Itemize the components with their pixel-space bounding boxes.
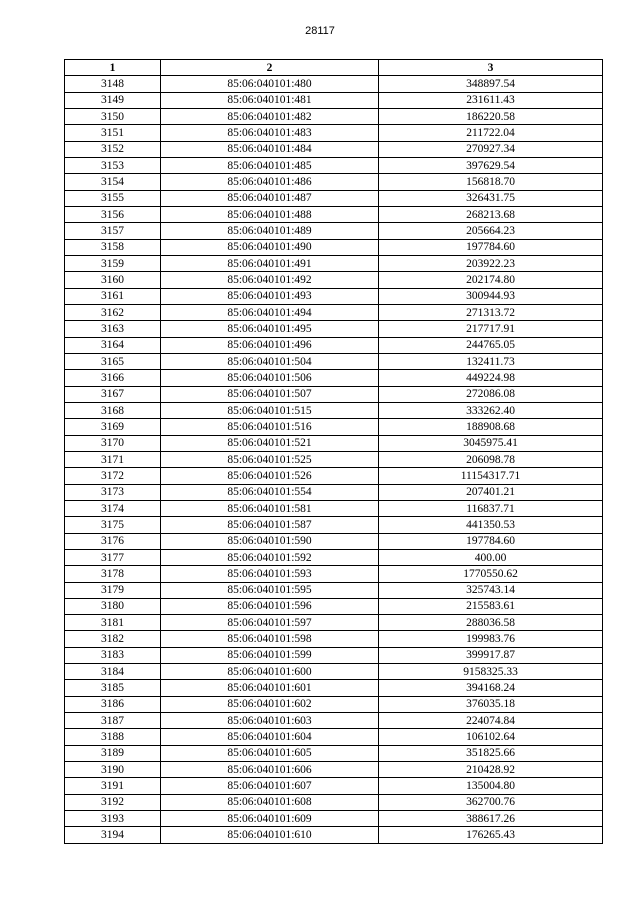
- column-header-2: 2: [161, 60, 379, 76]
- value-cell: 244765.05: [379, 337, 603, 353]
- value-cell: 176265.43: [379, 827, 603, 843]
- cadastral-number-cell: 85:06:040101:606: [161, 762, 379, 778]
- value-cell: 325743.14: [379, 582, 603, 598]
- value-cell: 449224.98: [379, 370, 603, 386]
- value-cell: 188908.68: [379, 419, 603, 435]
- value-cell: 3045975.41: [379, 435, 603, 451]
- value-cell: 224074.84: [379, 713, 603, 729]
- value-cell: 217717.91: [379, 321, 603, 337]
- table-row: [65, 549, 603, 565]
- cadastral-number-cell: 85:06:040101:587: [161, 517, 379, 533]
- cadastral-number-cell: 85:06:040101:493: [161, 288, 379, 304]
- value-cell: 197784.60: [379, 239, 603, 255]
- cadastral-number-cell: 85:06:040101:487: [161, 190, 379, 206]
- table-row: [65, 794, 603, 810]
- row-number-cell: 3166: [65, 370, 161, 386]
- table-row: [65, 92, 603, 108]
- page-number: 28117: [305, 25, 335, 37]
- column-header-3: 3: [379, 60, 603, 76]
- row-number-cell: 3175: [65, 517, 161, 533]
- row-number-cell: 3172: [65, 468, 161, 484]
- cadastral-number-cell: 85:06:040101:597: [161, 615, 379, 631]
- cadastral-number-cell: 85:06:040101:488: [161, 206, 379, 222]
- row-number-cell: 3162: [65, 304, 161, 320]
- value-cell: 1770550.62: [379, 566, 603, 582]
- column-header-1: 1: [65, 60, 161, 76]
- cadastral-number-cell: 85:06:040101:507: [161, 386, 379, 402]
- value-cell: 186220.58: [379, 108, 603, 124]
- header-row: [65, 60, 603, 76]
- cadastral-number-cell: 85:06:040101:601: [161, 680, 379, 696]
- table-row: [65, 468, 603, 484]
- cadastral-number-cell: 85:06:040101:593: [161, 566, 379, 582]
- table-body: [65, 76, 603, 843]
- table-row: [65, 598, 603, 614]
- row-number-cell: 3182: [65, 631, 161, 647]
- table-row: [65, 615, 603, 631]
- cadastral-number-cell: 85:06:040101:506: [161, 370, 379, 386]
- row-number-cell: 3188: [65, 729, 161, 745]
- value-cell: 205664.23: [379, 223, 603, 239]
- table-row: [65, 108, 603, 124]
- value-cell: 376035.18: [379, 696, 603, 712]
- table-row: [65, 451, 603, 467]
- row-number-cell: 3161: [65, 288, 161, 304]
- value-cell: 288036.58: [379, 615, 603, 631]
- table-row: [65, 255, 603, 271]
- cadastral-number-cell: 85:06:040101:489: [161, 223, 379, 239]
- cadastral-number-cell: 85:06:040101:604: [161, 729, 379, 745]
- row-number-cell: 3174: [65, 500, 161, 516]
- value-cell: 388617.26: [379, 811, 603, 827]
- value-cell: 333262.40: [379, 402, 603, 418]
- value-cell: 441350.53: [379, 517, 603, 533]
- cadastral-number-cell: 85:06:040101:515: [161, 402, 379, 418]
- table-row: [65, 517, 603, 533]
- table-row: [65, 647, 603, 663]
- cadastral-number-cell: 85:06:040101:490: [161, 239, 379, 255]
- cadastral-number-cell: 85:06:040101:581: [161, 500, 379, 516]
- value-cell: 210428.92: [379, 762, 603, 778]
- table-row: [65, 288, 603, 304]
- value-cell: 106102.64: [379, 729, 603, 745]
- value-cell: 197784.60: [379, 533, 603, 549]
- row-number-cell: 3157: [65, 223, 161, 239]
- row-number-cell: 3194: [65, 827, 161, 843]
- cadastral-number-cell: 85:06:040101:504: [161, 353, 379, 369]
- cadastral-number-cell: 85:06:040101:602: [161, 696, 379, 712]
- cadastral-number-cell: 85:06:040101:495: [161, 321, 379, 337]
- table-row: [65, 729, 603, 745]
- table-row: [65, 272, 603, 288]
- row-number-cell: 3168: [65, 402, 161, 418]
- row-number-cell: 3150: [65, 108, 161, 124]
- value-cell: 206098.78: [379, 451, 603, 467]
- table-row: [65, 239, 603, 255]
- cadastral-number-cell: 85:06:040101:590: [161, 533, 379, 549]
- cadastral-number-cell: 85:06:040101:599: [161, 647, 379, 663]
- value-cell: 268213.68: [379, 206, 603, 222]
- value-cell: 270927.34: [379, 141, 603, 157]
- row-number-cell: 3171: [65, 451, 161, 467]
- cadastral-number-cell: 85:06:040101:483: [161, 125, 379, 141]
- row-number-cell: 3190: [65, 762, 161, 778]
- row-number-cell: 3185: [65, 680, 161, 696]
- row-number-cell: 3180: [65, 598, 161, 614]
- value-cell: 351825.66: [379, 745, 603, 761]
- table-row: [65, 419, 603, 435]
- value-cell: 215583.61: [379, 598, 603, 614]
- cadastral-number-cell: 85:06:040101:607: [161, 778, 379, 794]
- table-row: [65, 484, 603, 500]
- cadastral-number-cell: 85:06:040101:492: [161, 272, 379, 288]
- cadastral-number-cell: 85:06:040101:609: [161, 811, 379, 827]
- row-number-cell: 3186: [65, 696, 161, 712]
- cadastral-number-cell: 85:06:040101:592: [161, 549, 379, 565]
- row-number-cell: 3167: [65, 386, 161, 402]
- cadastral-number-cell: 85:06:040101:486: [161, 174, 379, 190]
- row-number-cell: 3183: [65, 647, 161, 663]
- value-cell: 203922.23: [379, 255, 603, 271]
- cadastral-number-cell: 85:06:040101:610: [161, 827, 379, 843]
- value-cell: 397629.54: [379, 157, 603, 173]
- table-row: [65, 745, 603, 761]
- table-row: [65, 696, 603, 712]
- row-number-cell: 3177: [65, 549, 161, 565]
- table-row: [65, 223, 603, 239]
- row-number-cell: 3179: [65, 582, 161, 598]
- cadastral-number-cell: 85:06:040101:595: [161, 582, 379, 598]
- cadastral-number-cell: 85:06:040101:525: [161, 451, 379, 467]
- row-number-cell: 3163: [65, 321, 161, 337]
- value-cell: 362700.76: [379, 794, 603, 810]
- cadastral-number-cell: 85:06:040101:485: [161, 157, 379, 173]
- table-header: [65, 60, 603, 76]
- cadastral-number-cell: 85:06:040101:596: [161, 598, 379, 614]
- table-row: [65, 778, 603, 794]
- table-row: [65, 337, 603, 353]
- table-row: [65, 125, 603, 141]
- row-number-cell: 3169: [65, 419, 161, 435]
- cadastral-number-cell: 85:06:040101:496: [161, 337, 379, 353]
- cadastral-number-cell: 85:06:040101:494: [161, 304, 379, 320]
- table-row: [65, 713, 603, 729]
- row-number-cell: 3181: [65, 615, 161, 631]
- value-cell: 202174.80: [379, 272, 603, 288]
- row-number-cell: 3176: [65, 533, 161, 549]
- value-cell: 9158325.33: [379, 664, 603, 680]
- table-row: [65, 402, 603, 418]
- row-number-cell: 3159: [65, 255, 161, 271]
- row-number-cell: 3156: [65, 206, 161, 222]
- row-number-cell: 3154: [65, 174, 161, 190]
- value-cell: 271313.72: [379, 304, 603, 320]
- value-cell: 348897.54: [379, 76, 603, 92]
- cadastral-number-cell: 85:06:040101:521: [161, 435, 379, 451]
- cadastral-number-cell: 85:06:040101:484: [161, 141, 379, 157]
- table-row: [65, 386, 603, 402]
- value-cell: 132411.73: [379, 353, 603, 369]
- table-row: [65, 304, 603, 320]
- table-row: [65, 631, 603, 647]
- row-number-cell: 3160: [65, 272, 161, 288]
- cadastral-number-cell: 85:06:040101:481: [161, 92, 379, 108]
- cadastral-number-cell: 85:06:040101:554: [161, 484, 379, 500]
- table-row: [65, 533, 603, 549]
- cadastral-number-cell: 85:06:040101:482: [161, 108, 379, 124]
- row-number-cell: 3178: [65, 566, 161, 582]
- table-row: [65, 76, 603, 92]
- value-cell: 394168.24: [379, 680, 603, 696]
- value-cell: 156818.70: [379, 174, 603, 190]
- cadastral-number-cell: 85:06:040101:608: [161, 794, 379, 810]
- row-number-cell: 3158: [65, 239, 161, 255]
- table-row: [65, 190, 603, 206]
- row-number-cell: 3184: [65, 664, 161, 680]
- value-cell: 207401.21: [379, 484, 603, 500]
- table-row: [65, 762, 603, 778]
- table-row: [65, 141, 603, 157]
- value-cell: 135004.80: [379, 778, 603, 794]
- row-number-cell: 3151: [65, 125, 161, 141]
- value-cell: 399917.87: [379, 647, 603, 663]
- table-row: [65, 157, 603, 173]
- table-row: [65, 827, 603, 843]
- row-number-cell: 3149: [65, 92, 161, 108]
- value-cell: 326431.75: [379, 190, 603, 206]
- table-row: [65, 582, 603, 598]
- row-number-cell: 3193: [65, 811, 161, 827]
- value-cell: 211722.04: [379, 125, 603, 141]
- table-row: [65, 500, 603, 516]
- table-row: [65, 664, 603, 680]
- cadastral-number-cell: 85:06:040101:491: [161, 255, 379, 271]
- row-number-cell: 3189: [65, 745, 161, 761]
- cadastral-number-cell: 85:06:040101:516: [161, 419, 379, 435]
- table-row: [65, 435, 603, 451]
- table-row: [65, 566, 603, 582]
- row-number-cell: 3170: [65, 435, 161, 451]
- table-row: [65, 353, 603, 369]
- cadastral-value-table: [64, 59, 603, 844]
- value-cell: 272086.08: [379, 386, 603, 402]
- table-row: [65, 370, 603, 386]
- cadastral-number-cell: 85:06:040101:605: [161, 745, 379, 761]
- row-number-cell: 3148: [65, 76, 161, 92]
- value-cell: 300944.93: [379, 288, 603, 304]
- cadastral-number-cell: 85:06:040101:598: [161, 631, 379, 647]
- row-number-cell: 3165: [65, 353, 161, 369]
- value-cell: 400.00: [379, 549, 603, 565]
- table-row: [65, 174, 603, 190]
- row-number-cell: 3191: [65, 778, 161, 794]
- value-cell: 199983.76: [379, 631, 603, 647]
- row-number-cell: 3187: [65, 713, 161, 729]
- row-number-cell: 3173: [65, 484, 161, 500]
- table-row: [65, 811, 603, 827]
- table-row: [65, 680, 603, 696]
- row-number-cell: 3153: [65, 157, 161, 173]
- value-cell: 116837.71: [379, 500, 603, 516]
- row-number-cell: 3164: [65, 337, 161, 353]
- value-cell: 231611.43: [379, 92, 603, 108]
- cadastral-number-cell: 85:06:040101:480: [161, 76, 379, 92]
- table-row: [65, 206, 603, 222]
- row-number-cell: 3192: [65, 794, 161, 810]
- table-row: [65, 321, 603, 337]
- row-number-cell: 3155: [65, 190, 161, 206]
- row-number-cell: 3152: [65, 141, 161, 157]
- cadastral-number-cell: 85:06:040101:600: [161, 664, 379, 680]
- cadastral-number-cell: 85:06:040101:603: [161, 713, 379, 729]
- value-cell: 11154317.71: [379, 468, 603, 484]
- cadastral-number-cell: 85:06:040101:526: [161, 468, 379, 484]
